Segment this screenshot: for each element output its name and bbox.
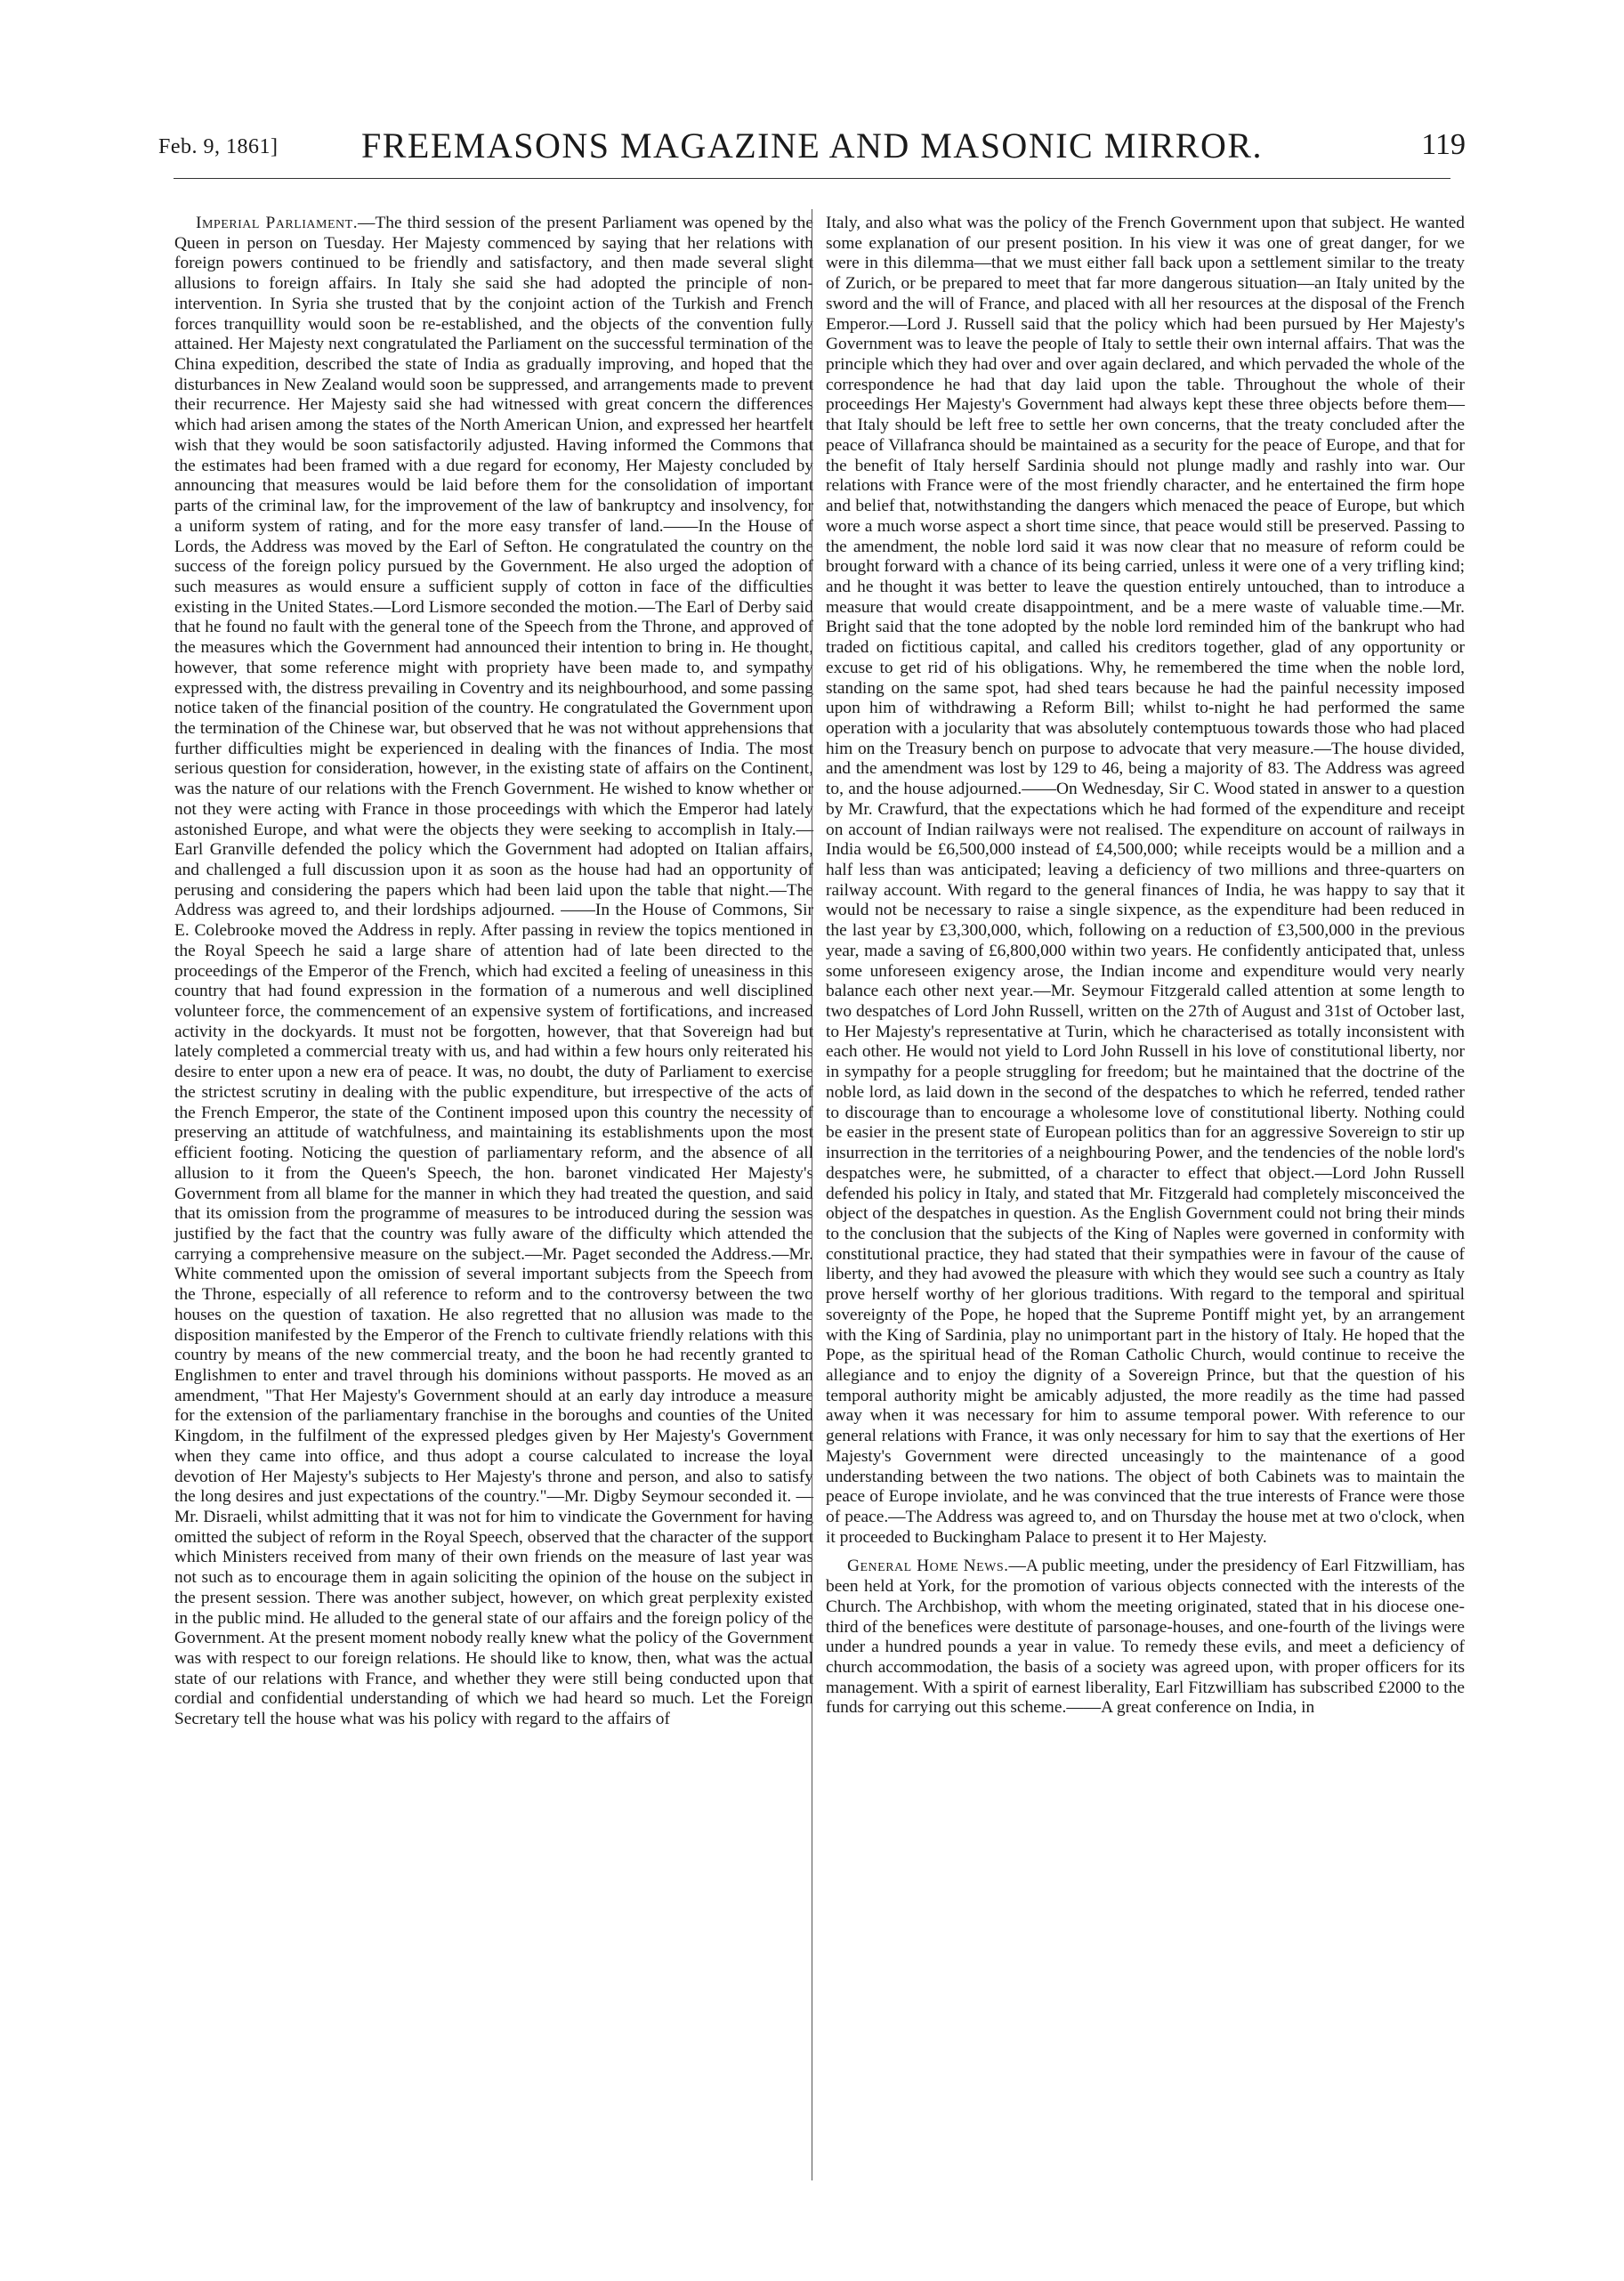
article-body: Italy, and also what was the policy of the French Government upon that subject. He wanted some explanation of our present position. In his view it was one of great danger, for we were in this dilemma—that we must either fall back upon a settlement similar to the treaty of Zurich, or be prepared to meet that far more dangerous situation—an Italy united by the sword and the will of France, and placed with all her resources at the disposal of the French Emperor.—Lord J. Russell said that the policy which had been pursued by Her Majesty's Government was to leave the people of Italy to settle their own internal affairs. That was the principle which they had over and over again declared, and which pervaded the whole of the correspondence he had that day laid upon the table. Throughout the whole of their proceedings Her Majesty's Government had always kept these three objects before them—that Italy should be left free to settle her own concerns, that the treaty concluded after the peace of Villafranca should be maintained as a security for the peace of Europe, and that for the benefit of Italy herself Sardinia should not plunge madly and rashly into war. Our relations with France were of the most friendly character, and he entertained the firm hope and belief that, notwithstanding the dangers which menaced the peace of Europe, but which wore a much worse aspect a short time since, that peace would still be preserved. Passing to the amendment, the noble lord said it was now clear that no measure of reform could be brought forward with a chance of its being carried, unless it were one of a very trifling kind; and he thought it was better to leave the question entirely untouched, than to introduce a measure that would create disappointment, and be a mere waste of valuable time.—Mr. Bright said that the tone adopted by the noble lord reminded him of the bankrupt who had traded on fictitious capital, and called his creditors together, glad of any opportunity or excuse to get rid of his obligations. Why, he remembered the time when the noble lord, standing on the same spot, had shed tears because he had the painful necessity imposed upon him of withdrawing a Reform Bill; whilst to-night he had performed the same operation with a jocularity that was absolutely contemptuous towards those who had placed him on the Treasury bench on purpose to advocate that very measure.—The house divided, and the amendment was lost by 129 to 46, being a majority of 83. The Address was agreed to, and the house adjourned.——On Wednesday, Sir C. Wood stated in answer to a question by Mr. Crawfurd, that the expectations which he had formed of the expenditure and receipt on account of Indian railways were not realised. The expenditure on account of railways in India would be £6,500,000 instead of £4,500,000; while receipts would be a million and a half less than was anticipated; leaving a deficiency of two millions and three-quarters on railway account. With regard to the general finances of India, he was happy to say that it would not be necessary to raise a single sixpence, as the expenditure had been reduced in the last year by £3,300,000, which, following on a reduction of £3,500,000 in the previous year, made a saving of £6,800,000 within two years. He confidently anticipated that, unless some unforeseen exigency arose, the Indian income and expenditure would very nearly balance each other next year.—Mr. Seymour Fitzgerald called attention at some length to two despatches of Lord John Russell, written on the 27th of August and 31st of October last, to Her Majesty's representative at Turin, which he characterised as totally inconsistent with each other. He would not yield to Lord John Russell in his love of constitutional liberty, nor in sympathy for a people struggling for freedom; but he maintained that the doctrine of the noble lord, as laid down in the second of the despatches to which he referred, tended rather to discourage than to encourage a wholesome love of constitutional liberty. Nothing could be easier in the present state of European politics than for an aggressive Sovereign to stir up insurrection in the territories of a neighbouring Power, and the tendencies of the noble lord's despatches were, he submitted, of a character to effect that object.—Lord John Russell defended his policy in Italy, and stated that Mr. Fitzgerald had completely misconceived the object of the despatches in question. As the English Government could not bring their minds to the conclusion that the subjects of the King of Naples were governed in conformity with constitutional practice, they had stated that their sympathies were in favour of the cause of liberty, and they had avowed the pleasure with which they would see such a country as Italy prove herself worthy of her glorious traditions. With regard to the temporal and spiritual sovereignty of the Pope, he hoped that the Supreme Pontiff might yet, by an arrangement with the King of Sardinia, play no unimportant part in the history of Italy. He hoped that the Pope, as the spiritual head of the Roman Catholic Church, would continue to receive the allegiance and to enjoy the dignity of a Sovereign Prince, but that the question of his temporal authority might be amicably adjusted, the more readily as the time had passed away when it was necessary for him to assume temporal power. With reference to our general relations with France, it was only necessary for him to say that the exertions of Her Majesty's Government were directed unceasingly to the maintenance of a good understanding between the two nations. The object of both Cabinets was to maintain the peace of Europe inviolate, and he was convinced that the true interests of France were those of peace.—The Address was agreed to, and on Thursday the house met at two o'clock, when it proceeded to Buckingham Palace to present it to Her Majesty. [826,214,1465,1547]
article-body: —A public meeting, under the presidency of Earl Fitzwilliam, has been held at York, for the promotion of various objects connected with the interests of the Church. The Archbishop, with whom the meeting originated, stated that in his diocese one-third of the benefices were destitute of parsonage-houses, and one-fourth of the livings were under a hundred pounds a year in value. To remedy these evils, and meet a deficiency of church accommodation, the basis of a society was agreed upon, with proper officers for its management. With a spirit of earnest liberality, Earl Fitzwilliam has subscribed £2000 to the funds for carrying out this scheme.——A great conference on India, in [826,1557,1465,1718]
article-continuation [826,214,1465,1548]
section-heading: Imperial Parliament. [196,214,359,232]
masthead-title: FREEMASONS MAGAZINE AND MASONIC MIRROR. [360,125,1264,166]
issue-date: Feb. 9, 1861] [158,135,279,158]
page-number: 119 [1421,128,1466,161]
article-general-home-news [826,1557,1465,1719]
left-column [174,214,813,1730]
article-body: —The third session of the present Parliament was opened by the Queen in person on Tuesday. Her Majesty commenced by saying that her relations with foreign powers continued to be friendly and satisfactory, and then made several slight allusions to foreign affairs. In Italy she said she had adopted the principle of non-intervention. In Syria she trusted that by the conjoint action of the Turkish and French forces tranquillity would soon be re-established, and the objects of the convention fully attained. Her Majesty next congratulated the Parliament on the successful termination of the China expedition, described the state of India as gradually improving, and hoped that the disturbances in New Zealand would soon be suppressed, and arrangements made to prevent their recurrence. Her Majesty said she had witnessed with great concern the differences which had arisen among the states of the North American Union, and expressed her heartfelt wish that they would be soon satisfactorily adjusted. Having informed the Commons that the estimates had been framed with a due regard for economy, Her Majesty concluded by announcing that measures would be laid before them for the consolidation of important parts of the criminal law, for the improvement of the law of bankruptcy and insolvency, for a uniform system of rating, and for the more easy transfer of land.——In the House of Lords, the Address was moved by the Earl of Sefton. He congratulated the country on the success of the foreign policy pursued by the Government. He also urged the adoption of such measures as would ensure a sufficient supply of cotton in face of the difficulties existing in the United States.—Lord Lismore seconded the motion.—The Earl of Derby said that he found no fault with the general tone of the Speech from the Throne, and approved of the measures which the Government had announced their intention to bring in. He thought, however, that some reference might with propriety have been made to, and sympathy expressed with, the distress prevailing in Coventry and its neighbourhood, and some passing notice taken of the financial position of the country. He congratulated the Government upon the termination of the Chinese war, but observed that he was not without apprehensions that further difficulties might be experienced in dealing with the finances of India. The most serious question for consideration, however, in the existing state of affairs on the Continent, was the nature of our relations with the French Government. He wished to know whether or not they were acting with France in those proceedings with which the Emperor had lately astonished Europe, and what were the objects they were seeking to accomplish in Italy.—Earl Granville defended the policy which the Government had adopted on Italian affairs, and challenged a full discussion upon it as soon as the house had had an opportunity of perusing and considering the papers which had been laid upon the table that night.—The Address was agreed to, and their lordships adjourned. ——In the House of Commons, Sir E. Colebrooke moved the Address in reply. After passing in review the topics mentioned in the Royal Speech he said a large share of attention had of late been directed to the proceedings of the Emperor of the French, which had excited a feeling of uneasiness in this country that had found expression in the formation of a numerous and well disciplined volunteer force, the commencement of an expensive system of fortifications, and increased activity in the dockyards. It must not be forgotten, however, that that Sovereign had but lately completed a commercial treaty with us, and had within a few hours only reiterated his desire to enter upon a new era of peace. It was, no doubt, the duty of Parliament to exercise the strictest scrutiny in dealing with the public expenditure, but irrespective of the acts of the French Emperor, the state of the Continent imposed upon this country the necessity of preserving an attitude of watchfulness, and maintaining its establishments upon the most efficient footing. Noticing the question of parliamentary reform, and the absence of all allusion to it from the Queen's Speech, the hon. baronet vindicated Her Majesty's Government from all blame for the manner in which they had treated the question, and said that its omission from the programme of measures to be introduced during the session was justified by the fact that the country was fully aware of the difficulty which attended the carrying a comprehensive measure on the subject.—Mr. Paget seconded the Address.—Mr. White commented upon the omission of several important subjects from the Speech from the Throne, especially of all reference to reform and to the controversy between the two houses on the question of taxation. He also regretted that no allusion was made to the disposition manifested by the Emperor of the French to cultivate friendly relations with this country by means of the new commercial treaty, and the boon he had recently granted to Englishmen to enter and travel through his dominions without passports. He moved as an amendment, "That Her Majesty's Government should at an early day introduce a measure for the extension of the parliamentary franchise in the boroughs and counties of the United Kingdom, in the fulfilment of the expressed pledges given by Her Majesty's Government when they came into office, and thus adopt a course calculated to increase the loyal devotion of Her Majesty's subjects to Her Majesty's throne and person, and also to satisfy the long desires and just expectations of the country."—Mr. Digby Seymour seconded it. —Mr. Disraeli, whilst admitting that it was not for him to vindicate the Government for having omitted the subject of reform in the Royal Speech, observed that the character of the support which Ministers received from many of their own friends on the measure of last year was not such as to encourage them in again soliciting the opinion of the house on the subject in the present session. There was another subject, however, on which great perplexity existed in the public mind. He alluded to the general state of our affairs and the foreign policy of the Government. At the present moment nobody really knew what the policy of the Government was with respect to our foreign relations. He should like to know, then, what was the actual state of our relations with France, and whether they were still being conducted upon that cordial and confidential understanding of which we had heard so much. Let the Foreign Secretary tell the house what was his policy with regard to the affairs of [174,214,813,1729]
right-column [826,214,1465,1719]
section-heading: General Home News. [847,1557,1009,1576]
page-header [158,125,1466,169]
article-imperial-parliament [174,214,813,1730]
header-rule [174,178,1450,179]
